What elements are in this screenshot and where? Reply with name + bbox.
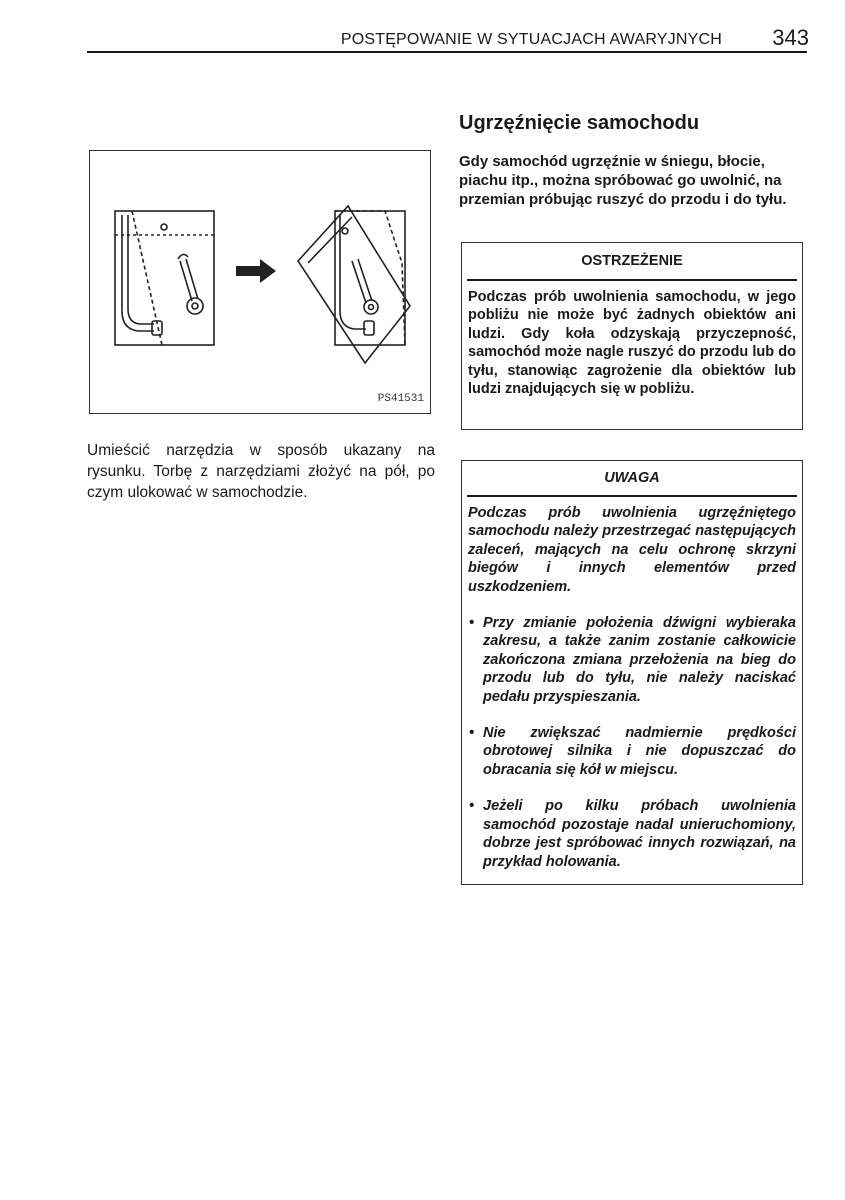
warning-body: Podczas prób uwolnienia samochodu, w jego pobliżu nie może być żadnych obiektów ani ludzi. Gdy koła odzyskają przyczepność, samochód może nagle ruszyć do przodu lub do tyłu, stanowiąc zagrożenie dla obiektów lub ludzi znajdujących się w pobliżu. (468, 289, 796, 398)
tool-bag-figure (89, 150, 431, 414)
notice-body (468, 504, 796, 889)
figure-caption-text: Umieścić narzędzia w sposób ukazany na rysunku. Torbę z narzędziami złożyć na pół, po czym ulokować w samochodzie. (87, 442, 435, 501)
tool-bag-illustration (90, 151, 430, 413)
arrow-right-icon (236, 259, 276, 283)
warning-heading: OSTRZEŻENIE (581, 253, 683, 269)
notice-intro: Podczas prób uwolnienia ugrzęźniętego samochodu należy przestrzegać następujących zaleceń, mających na celu ochronę skrzyni biegów i innych elementów przed uszkodzeniem. (468, 505, 796, 595)
jack-handle (122, 215, 154, 331)
page-number: 343 (772, 25, 809, 50)
bag-flap (298, 206, 410, 363)
tool-bag-open (115, 211, 214, 345)
notice-item-text: Jeżeli po kilku próbach uwolnienia samochód pozostaje nadal unieruchomiony, dobrze jest spróbować innych rozwiązań, na przykład holowania. (483, 798, 796, 870)
bullet-icon: • (469, 798, 475, 815)
header-title: POSTĘPOWANIE W SYTUACJACH AWARYJNYCH (340, 31, 722, 48)
bullet-icon: • (469, 615, 475, 632)
notice-box (461, 460, 803, 885)
notice-item-text: Nie zwiększać nadmiernie prędkości obrotowej silnika i nie dopuszczać do obracania się kół w miejscu. (483, 725, 796, 778)
figure-code: PS41531 (377, 393, 424, 405)
wrench (180, 259, 198, 301)
notice-item (468, 614, 796, 706)
notice-item-text: Przy zmianie położenia dźwigni wybieraka zakresu, a także zanim zostanie całkowicie zakończona zmiana przełożenia na bieg do przodu lub do tyłu, nie należy naciskać pedału przyspieszania. (483, 615, 796, 705)
notice-list (468, 614, 796, 871)
warning-rule (467, 279, 797, 281)
section-intro: Gdy samochód ugrzęźnie w śniegu, błocie, piachu itp., można spróbować go uwolnić, na przemian próbując ruszyć do przodu i do tyłu. (459, 153, 787, 208)
notice-rule (467, 495, 797, 497)
header-rule (87, 51, 807, 53)
section-title: Ugrzęźnięcie samochodu (459, 112, 700, 134)
notice-item (468, 797, 796, 871)
notice-item (468, 724, 796, 779)
notice-heading: UWAGA (604, 470, 660, 486)
bullet-icon: • (469, 725, 475, 742)
warning-box (461, 242, 803, 430)
bag-snap (161, 224, 167, 230)
